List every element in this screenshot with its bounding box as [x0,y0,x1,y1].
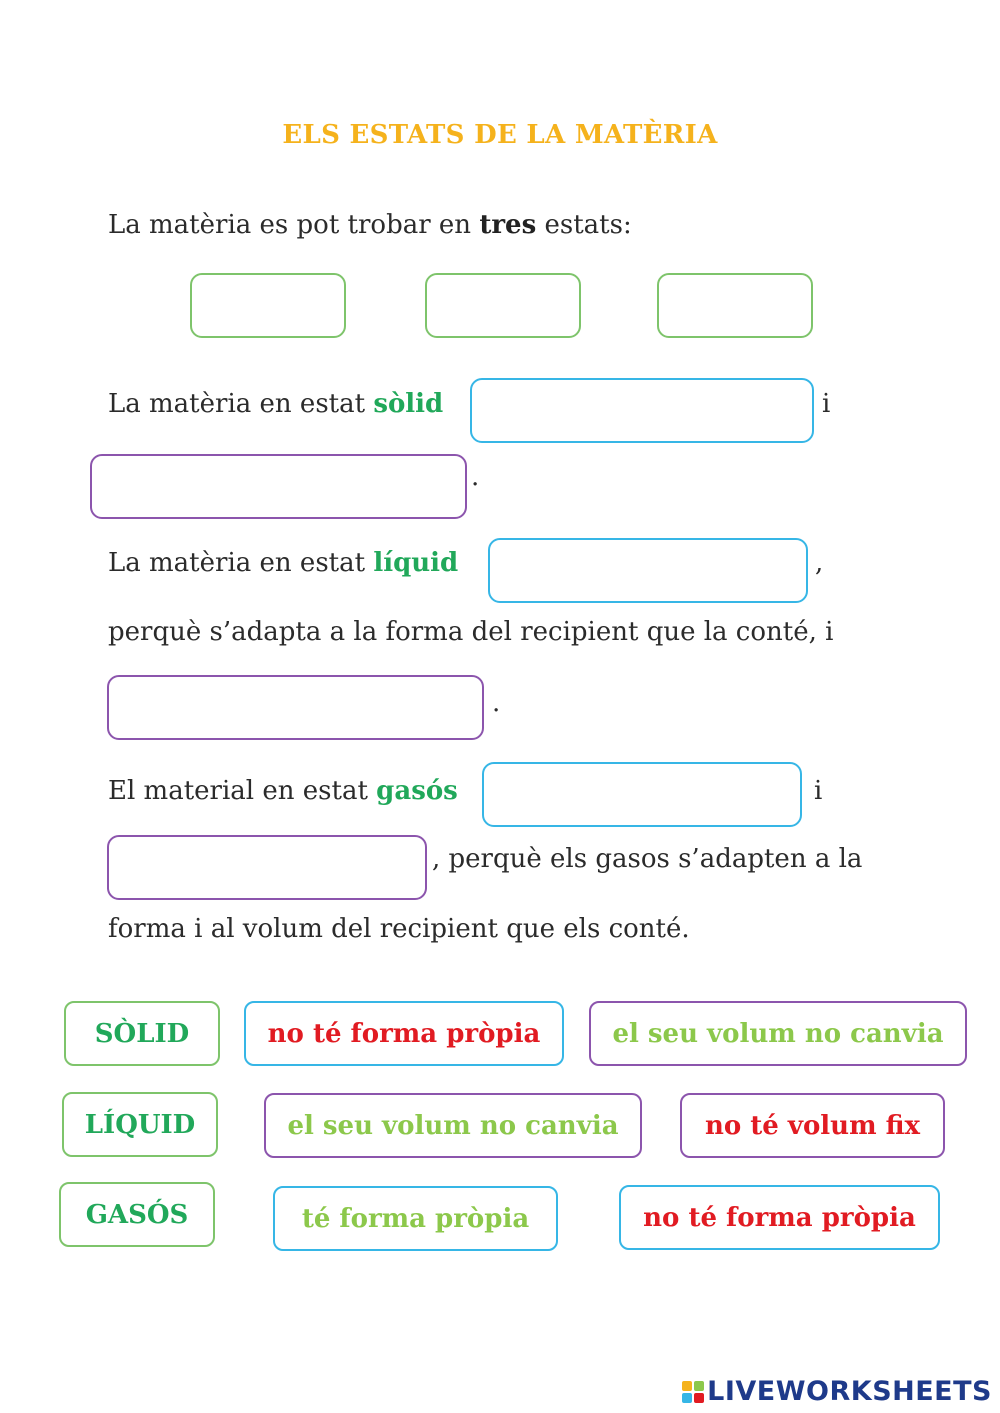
intro-text-after: estats: [536,210,632,240]
gas-last-line: forma i al volum del recipient que els conté. [108,914,690,944]
liquid-text-before: La matèria en estat [108,548,374,578]
solid-sentence [108,389,443,419]
intro-text-before: La matèria es pot trobar en [108,210,480,240]
tile-gas[interactable]: GASÓS [59,1182,215,1247]
tile-no-te-forma-propia-1[interactable]: no té forma pròpia [244,1001,564,1066]
liquid-drop-box-1[interactable] [488,538,808,603]
liquid-keyword: líquid [373,548,459,578]
state-drop-box-2[interactable] [425,273,581,338]
intro-bold-word: tres [479,210,537,240]
tile-solid[interactable]: SÒLID [64,1001,220,1066]
liquid-continuation: perquè s’adapta a la forma del recipient que la conté, i [108,617,834,647]
liveworksheets-logo-icon [682,1381,704,1403]
tile-liquid[interactable]: LÍQUID [62,1092,218,1157]
intro-sentence [108,210,632,240]
state-drop-box-3[interactable] [657,273,813,338]
gas-sentence [108,776,458,806]
solid-drop-box-1[interactable] [470,378,814,443]
tile-no-te-volum-fix[interactable]: no té volum fix [680,1093,945,1158]
gas-keyword: gasós [376,776,458,806]
logo-text: LIVEWORKSHEETS [707,1376,992,1407]
liquid-period: . [492,688,501,718]
tile-volum-no-canvia-1[interactable]: el seu volum no canvia [589,1001,967,1066]
liquid-sentence [108,548,458,578]
solid-drop-box-2[interactable] [90,454,467,519]
solid-period: . [471,462,480,492]
solid-keyword: sòlid [373,389,444,419]
liquid-comma: , [815,548,824,578]
liveworksheets-logo [682,1376,992,1407]
liquid-drop-box-2[interactable] [107,675,484,740]
tile-te-forma-propia[interactable]: té forma pròpia [273,1186,558,1251]
gas-conjunction: i [814,776,823,806]
solid-conjunction: i [822,389,831,419]
gas-text-before: El material en estat [108,776,377,806]
gas-drop-box-1[interactable] [482,762,802,827]
state-drop-box-1[interactable] [190,273,346,338]
gas-drop-box-2[interactable] [107,835,427,900]
tile-no-te-forma-propia-2[interactable]: no té forma pròpia [619,1185,940,1250]
gas-continuation: , perquè els gasos s’adapten a la [432,844,863,874]
tile-volum-no-canvia-2[interactable]: el seu volum no canvia [264,1093,642,1158]
solid-text-before: La matèria en estat [108,389,374,419]
page-title: ELS ESTATS DE LA MATÈRIA [282,120,718,150]
